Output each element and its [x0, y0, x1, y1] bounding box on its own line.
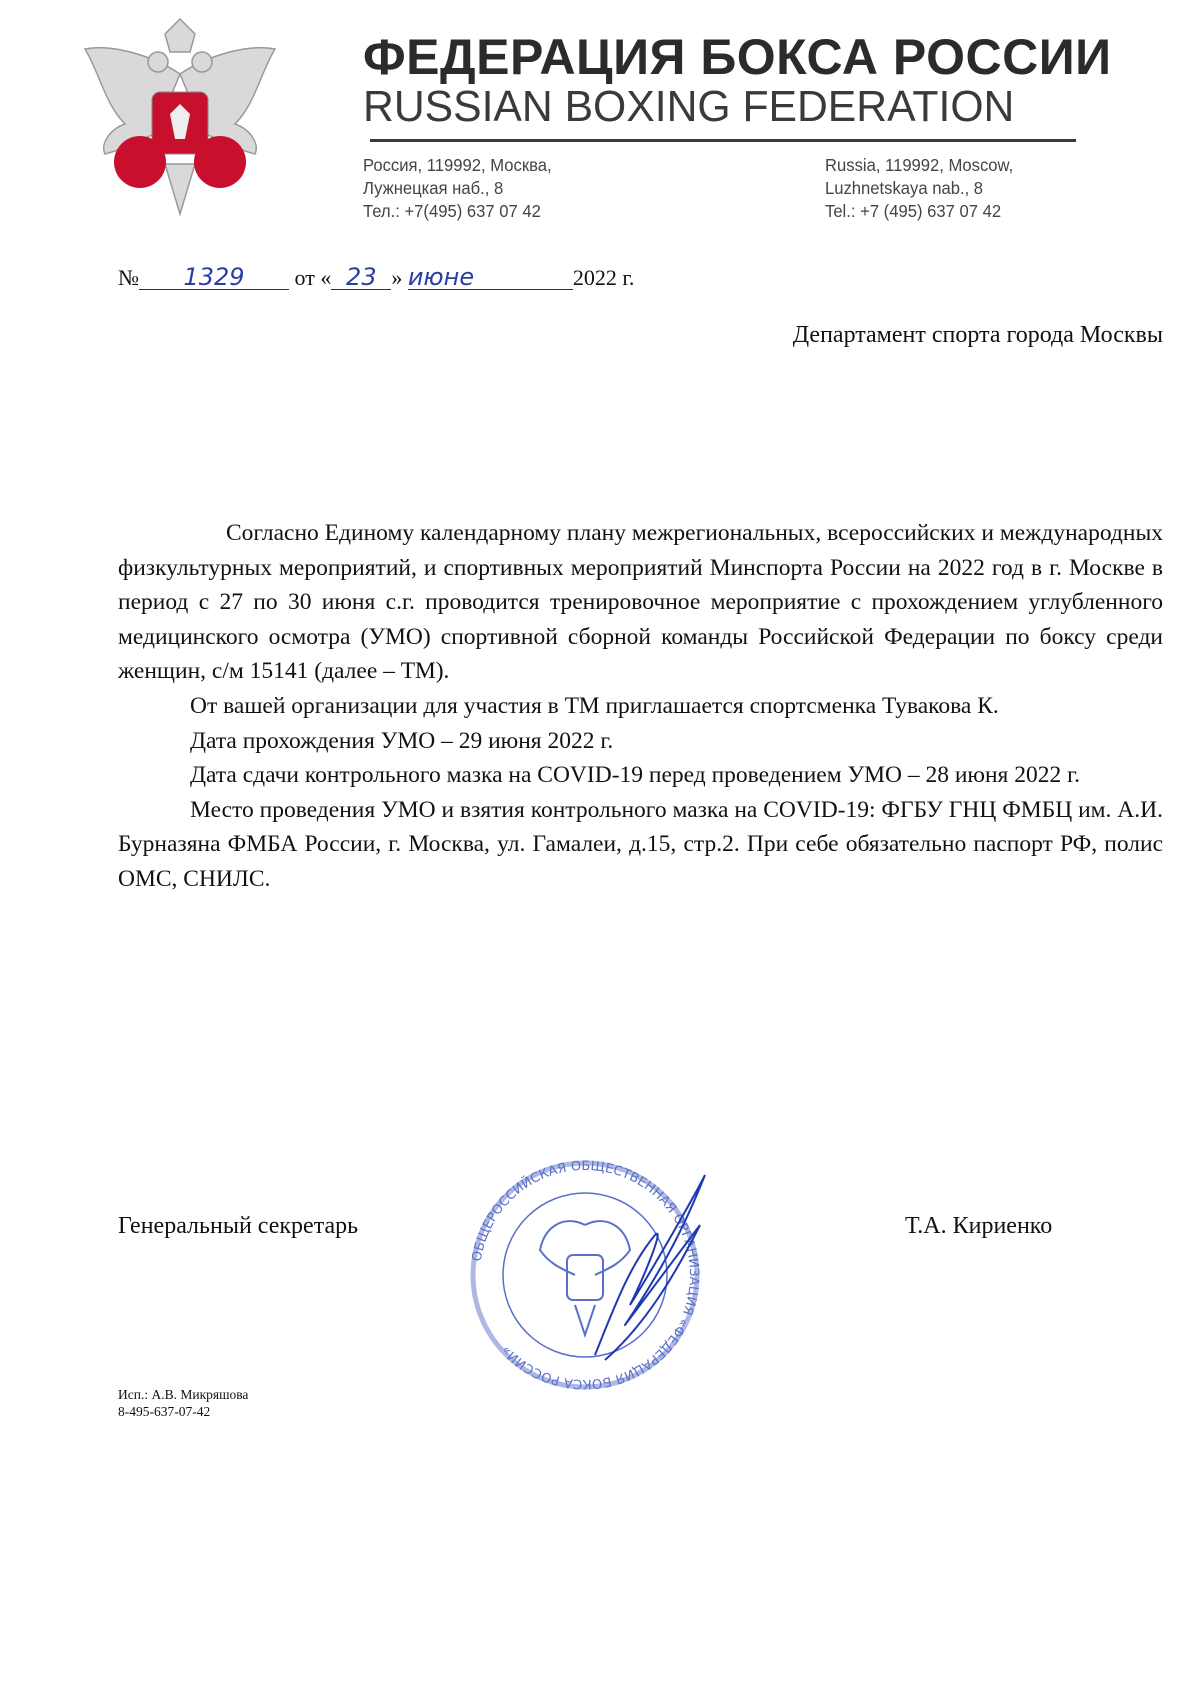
executor-info [118, 1386, 248, 1420]
address-en [825, 154, 1013, 223]
address-line: Russia, 119992, Moscow, [825, 155, 1014, 175]
boxing-glove-right-icon [194, 136, 246, 188]
federation-name-ru: ФЕДЕРАЦИЯ БОКСА РОССИИ [363, 29, 1112, 85]
date-month: июне [408, 265, 573, 290]
boxing-glove-left-icon [114, 136, 166, 188]
svg-text:ОБЩЕРОССИЙСКАЯ ОБЩЕСТВЕННАЯ ОР: ОБЩЕРОССИЙСКАЯ ОБЩЕСТВЕННАЯ ОРГАНИЗАЦИЯ «ФЕДЕРАЦИЯ БОКСА РОССИИ» [469, 1158, 702, 1392]
paragraph: Место проведения УМО и взятия контрольного мазка на COVID-19: ФГБУ ГНЦ ФМБЦ им. А.И. Бурназяна ФМБА России, г. Москва, ул. Гамалеи, д.15, стр.2. При себе обязательно паспорт РФ, полис ОМС, СНИЛС. [118, 796, 1163, 892]
date-year: 2022 г. [572, 265, 635, 290]
quote-close: » [391, 265, 403, 290]
document-number: 1329 [139, 265, 289, 290]
letter-body [118, 516, 1163, 897]
signatory-role: Генеральный секретарь [118, 1213, 359, 1239]
header-divider [370, 139, 1076, 142]
address-line: Лужнецкая наб., 8 [363, 178, 504, 198]
date-day: 23 [331, 265, 391, 290]
federation-emblem [70, 14, 290, 229]
paragraph: Дата сдачи контрольного мазка на COVID-19 перед проведением УМО – 28 июня 2022 г. [190, 762, 1080, 789]
federation-name-en: RUSSIAN BOXING FEDERATION [363, 82, 1015, 131]
signatory-name: Т.А. Кириенко [905, 1213, 1053, 1239]
paragraph: Согласно Единому календарному плану межрегиональных, всероссийских и международных физкультурных мероприятий, и спортивных мероприятий Минспорта России на 2022 год в г. Москве в период с 27 по 30 июня с.г. проводится тренировочное мероприятие с прохождением углубленного медицинского осмотра (УМО) спортивной сборной команды Российской Федерации по боксу среди женщин, с/м 15141 (далее – ТМ). [118, 520, 1163, 685]
phone-line: Tel.: +7 (495) 637 07 42 [825, 201, 1002, 221]
reference-line [118, 265, 634, 291]
address-ru [363, 154, 552, 223]
executor-name: Исп.: А.В. Микряшова [118, 1387, 249, 1402]
paragraph: От вашей организации для участия в ТМ приглашается спортсменка Тувакова К. [190, 692, 999, 719]
addressee: Департамент спорта города Москвы [792, 322, 1163, 348]
phone-line: Тел.: +7(495) 637 07 42 [363, 201, 541, 221]
number-prefix: № [118, 265, 139, 290]
address-line: Россия, 119992, Москва, [363, 155, 552, 175]
executor-phone: 8-495-637-07-42 [118, 1404, 211, 1419]
address-line: Luzhnetskaya nab., 8 [825, 178, 984, 198]
paragraph: Дата прохождения УМО – 29 июня 2022 г. [190, 727, 614, 754]
from-label: от « [294, 265, 332, 290]
official-stamp [455, 1155, 715, 1395]
eagle-icon [540, 1221, 630, 1335]
